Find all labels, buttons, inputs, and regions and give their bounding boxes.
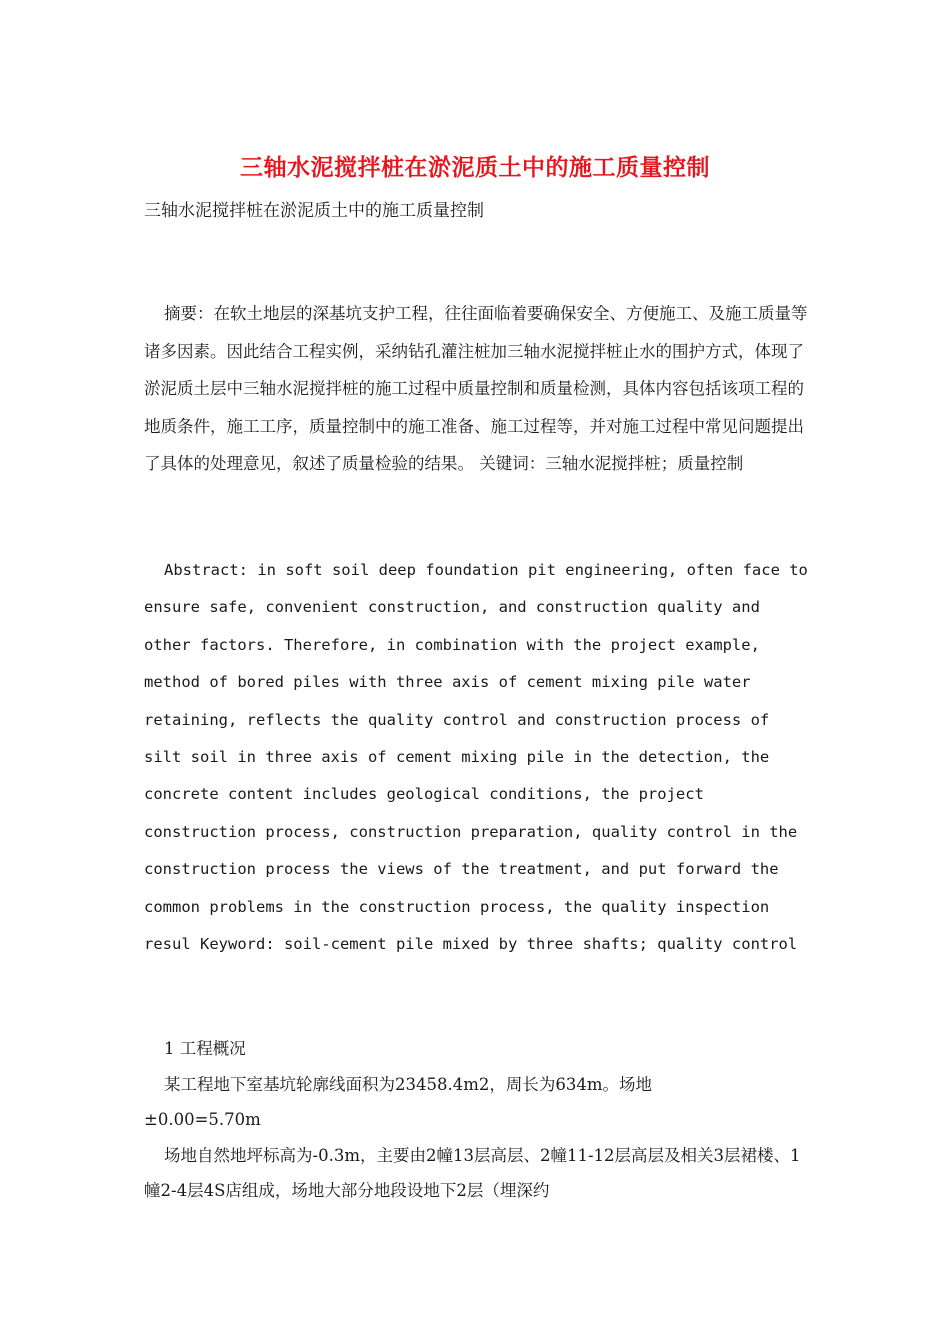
section-heading: 1 工程概况 <box>164 1039 246 1058</box>
abstract-english: Abstract: in soft soil deep foundation pit engineering, often face to ensure safe, convenient construction, and construction quality and other factors. Therefore, in combination with the project example, method of bored piles with three axis of cement mixing pile water retaining, reflects the quality control and construction process of silt soil in three axis of cement mixing pile in the detection, the concrete content includes geological conditions, the project construction process, construction preparation, quality control in the construction process the views of the treatment, and put forward the common problems in the construction process, the quality inspection resul Keyword: soil-cement pile mixed by three shafts; quality control <box>144 561 808 954</box>
abstract-chinese: 摘要：在软土地层的深基坑支护工程，往往面临着要确保安全、方便施工、及施工质量等诸多因素。因此结合工程实例，采纳钻孔灌注桩加三轴水泥搅拌桩止水的围护方式，体现了淤泥质土层中三轴水泥搅拌桩的施工过程中质量控制和质量检测，具体内容包括该项工程的地质条件，施工工序，质量控制中的施工准备、施工过程等，并对施工过程中常见问题提出了具体的处理意见，叙述了质量检验的结果。 关键词：三轴水泥搅拌桩；质量控制 <box>144 304 808 473</box>
section-paragraph-line: ±0.00=5.70m <box>144 1110 261 1129</box>
section-paragraph: 场地自然地坪标高为-0.3m，主要由2幢13层高层、2幢11-12层高层及相关3层裙楼、1幢2-4层4S店组成，场地大部分地段设地下2层（埋深约 <box>144 1146 801 1200</box>
document-subtitle: 三轴水泥搅拌桩在淤泥质土中的施工质量控制 <box>144 201 484 221</box>
document-title: 三轴水泥搅拌桩在淤泥质土中的施工质量控制 <box>240 154 710 181</box>
section-paragraph-line: 某工程地下室基坑轮廓线面积为23458.4m2，周长为634m。场地 <box>164 1075 653 1094</box>
